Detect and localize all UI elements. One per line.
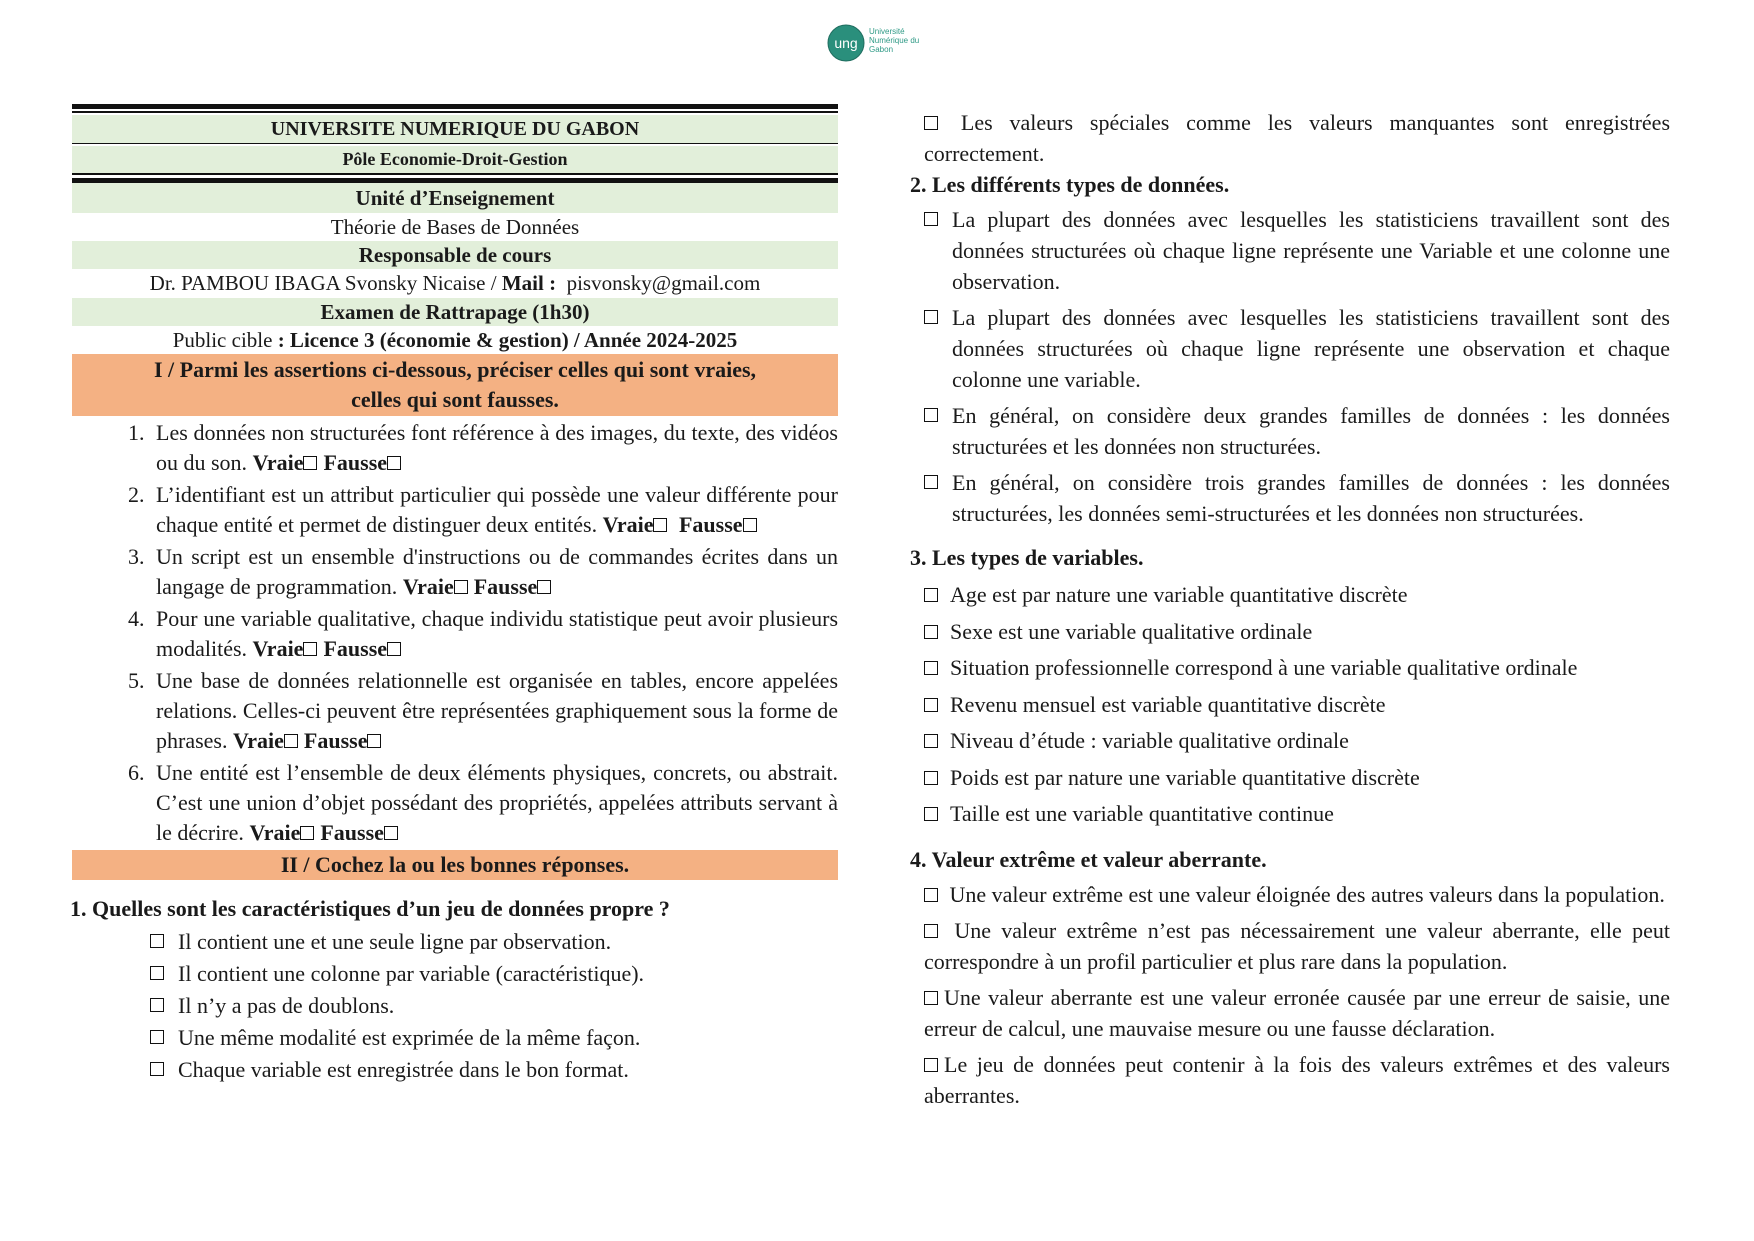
checkbox[interactable] (924, 771, 938, 785)
checkbox-vrai[interactable] (303, 456, 317, 470)
q4-title: 4. Valeur extrême et valeur aberrante. (910, 846, 1267, 872)
checkbox[interactable] (924, 212, 938, 226)
option-item: Taille est une variable quantitative continue (924, 796, 1670, 833)
option-item: Situation professionnelle correspond à une variable qualitative ordinale (924, 650, 1670, 687)
header-rule (72, 104, 838, 109)
list-item: 1. Les données non structurées font référence à des images, du texte, des vidéos ou du son. Vraie Fausse (150, 418, 838, 478)
option-item: Une même modalité est exprimée de la même façon. (150, 1022, 838, 1054)
option-item: Il contient une colonne par variable (caractéristique). (150, 958, 838, 990)
q2-title: 2. Les différents types de données. (910, 172, 1230, 197)
option-item: En général, on considère deux grandes familles de données : les données structurées et les données non structurées. (924, 400, 1670, 462)
pole-name: Pôle Economie-Droit-Gestion (72, 146, 838, 173)
list-item: 3. Un script est un ensemble d'instructions ou de commandes écrites dans un langage de programmation. Vraie Fausse (150, 542, 838, 602)
checkbox[interactable] (150, 998, 164, 1012)
option-item: Chaque variable est enregistrée dans le bon format. (150, 1054, 838, 1086)
checkbox-fausse[interactable] (367, 734, 381, 748)
mail-label: Mail : (501, 270, 557, 295)
option-item: La plupart des données avec lesquelles les statisticiens travaillent sont des données structurées où chaque ligne représente une observation et chaque colonne une variable. (924, 302, 1670, 395)
q1-title: 1. Quelles sont les caractéristiques d’un jeu de données propre ? (70, 895, 670, 921)
logo-initials: ung (834, 35, 858, 51)
checkbox[interactable] (924, 734, 938, 748)
checkbox[interactable] (924, 408, 938, 422)
checkbox-fausse[interactable] (743, 518, 757, 532)
checkbox-vrai[interactable] (284, 734, 298, 748)
checkbox[interactable] (924, 807, 938, 821)
responsable-label: Responsable de cours (72, 241, 838, 269)
mail-value: pisvonsky@gmail.com (566, 270, 761, 295)
option-item: Poids est par nature une variable quantitative discrète (924, 760, 1670, 797)
checkbox[interactable] (150, 1030, 164, 1044)
checkbox[interactable] (150, 1062, 164, 1076)
exam-title: Examen de Rattrapage (1h30) (72, 298, 838, 326)
header-rule (72, 111, 838, 113)
checkbox[interactable] (924, 475, 938, 489)
option-item: Le jeu de données peut contenir à la fois des valeurs extrêmes et des valeurs aberrantes. (924, 1051, 1670, 1108)
logo-emblem-icon (827, 24, 865, 62)
option-item: Il contient une et une seule ligne par observation. (150, 926, 838, 958)
q4-options (924, 879, 1670, 1111)
logo-text: Université Numérique du Gabon (869, 27, 920, 54)
list-item: 6. Une entité est l’ensemble de deux éléments physiques, concrets, ou abstrait. C’est une union d’objet possédant des propriétés, appelées attributs servant à le décrire. Vraie Fausse (150, 758, 838, 848)
q1-options (150, 926, 838, 1086)
checkbox-vrai[interactable] (653, 518, 667, 532)
option-item: Une valeur aberrante est une valeur erronée causée par une erreur de saisie, une erreur de calcul, une mauvaise mesure ou une fausse déclaration. (924, 984, 1670, 1041)
option-item: Une valeur extrême n’est pas nécessairement une valeur aberrante, elle peut correspondre à un profil particulier et plus rare dans la population. (924, 917, 1670, 974)
list-item: 4. Pour une variable qualitative, chaque individu statistique peut avoir plusieurs modalités. Vraie Fausse (150, 604, 838, 664)
section1-title: I / Parmi les assertions ci-dessous, préciser celles qui sont vraies, celles qui sont fausses. (72, 354, 838, 416)
option-item: Age est par nature une variable quantitative discrète (924, 577, 1670, 614)
option-item: Niveau d’étude : variable qualitative ordinale (924, 723, 1670, 760)
checkbox[interactable] (150, 966, 164, 980)
header-rule (72, 173, 838, 175)
left-column (72, 104, 838, 1086)
checkbox-fausse[interactable] (387, 642, 401, 656)
q2-options (924, 204, 1670, 529)
checkbox[interactable] (924, 588, 938, 602)
option-item: Revenu mensuel est variable quantitative discrète (924, 687, 1670, 724)
q3-options (924, 577, 1670, 833)
checkbox[interactable] (924, 1058, 938, 1072)
section2-title: II / Cochez la ou les bonnes réponses. (72, 850, 838, 880)
right-column (910, 104, 1670, 1111)
checkbox[interactable] (924, 661, 938, 675)
q3-title: 3. Les types de variables. (910, 545, 1144, 570)
list-item: 2. L’identifiant est un attribut particulier qui possède une valeur différente pour chaque entité et permet de distinguer deux entités. Vraie Fausse (150, 480, 838, 540)
checkbox[interactable] (924, 698, 938, 712)
option-item: Sexe est une variable qualitative ordinale (924, 614, 1670, 651)
checkbox[interactable] (924, 924, 938, 938)
checkbox[interactable] (150, 934, 164, 948)
checkbox[interactable] (924, 116, 938, 130)
responsable-name: Dr. PAMBOU IBAGA Svonsky Nicaise / (149, 270, 502, 295)
checkbox[interactable] (924, 625, 938, 639)
checkbox[interactable] (924, 310, 938, 324)
ue-value: Théorie de Bases de Données (330, 214, 580, 239)
public-line (72, 326, 838, 354)
checkbox-fausse[interactable] (537, 580, 551, 594)
option-item: La plupart des données avec lesquelles les statisticiens travaillent sont des données structurées où chaque ligne représente une Variable et une colonne une observation. (924, 204, 1670, 297)
checkbox-vrai[interactable] (454, 580, 468, 594)
option-item: Les valeurs spéciales comme les valeurs manquantes sont enregistrées correctement. (924, 110, 1671, 166)
option-item: En général, on considère trois grandes familles de données : les données structurées, les données semi-structurées et les données non structurées. (924, 467, 1670, 529)
university-logo (827, 24, 947, 64)
public-value: : Licence 3 (économie & gestion) / Année 2024-2025 (277, 327, 738, 352)
checkbox[interactable] (924, 991, 938, 1005)
checkbox-vrai[interactable] (303, 642, 317, 656)
public-label: Public cible (172, 327, 278, 352)
list-item: 5. Une base de données relationnelle est organisée en tables, encore appelées relations. Celles-ci peuvent être représentées graphiquement sous la forme de phrases. Vraie Fausse (150, 666, 838, 756)
section1-list (72, 418, 838, 848)
header-rule (72, 143, 838, 145)
option-item: Une valeur extrême est une valeur éloignée des autres valeurs dans la population. (924, 879, 1670, 910)
university-name: UNIVERSITE NUMERIQUE DU GABON (72, 115, 838, 143)
checkbox-fausse[interactable] (384, 826, 398, 840)
option-item: Il n’y a pas de doublons. (150, 990, 838, 1022)
checkbox-fausse[interactable] (387, 456, 401, 470)
responsable-line (72, 269, 838, 298)
checkbox-vrai[interactable] (300, 826, 314, 840)
ue-label: Unité d’Enseignement (72, 183, 838, 213)
checkbox[interactable] (924, 888, 938, 902)
